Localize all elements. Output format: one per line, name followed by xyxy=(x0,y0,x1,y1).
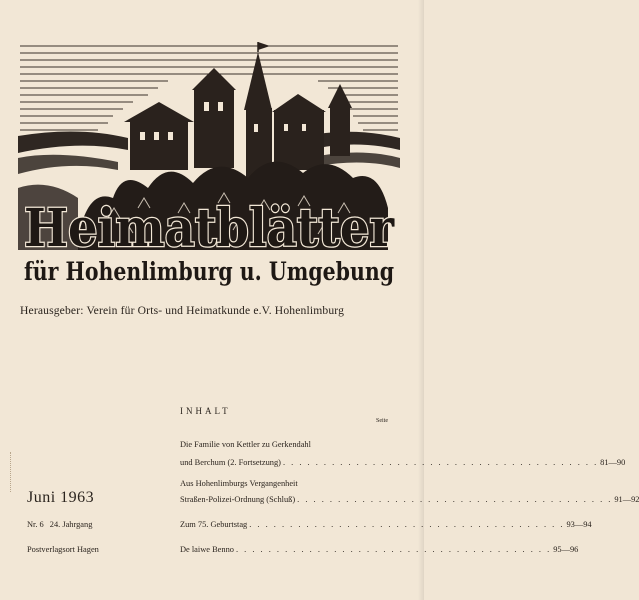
toc-page-label: Seite xyxy=(376,418,388,424)
issue-number-line xyxy=(27,520,92,529)
toc-entry-text: Aus Hohenlimburgs Vergangenheit xyxy=(180,479,298,488)
toc-entry-pages: 91—92 xyxy=(614,495,639,504)
toc-entry-pages: 95—96 xyxy=(553,545,579,554)
toc-entry-text: De laiwe Benno xyxy=(180,545,234,554)
toc-entry-pages: 81—90 xyxy=(600,458,626,467)
paper-fold-mark xyxy=(10,452,14,492)
toc-entry-text: Die Familie von Kettler zu Gerkendahl xyxy=(180,440,311,449)
toc-entry-3 xyxy=(180,520,592,529)
toc-heading: INHALT xyxy=(180,406,231,416)
toc-entry-2-line2 xyxy=(180,495,639,504)
toc-entry-1-line1 xyxy=(180,440,394,449)
postal-location: Postverlagsort Hagen xyxy=(27,545,99,554)
masthead-subtitle: für Hohenlimburg u. Umgebung xyxy=(24,257,394,286)
toc-entry-text: und Berchum (2. Fortsetzung) xyxy=(180,458,281,467)
castle-woodcut-masthead xyxy=(18,38,400,288)
toc-leader-dots xyxy=(281,458,600,467)
toc-entry-2-line1 xyxy=(180,479,394,488)
toc-leader-dots xyxy=(234,545,553,554)
toc-leader-dots xyxy=(247,520,566,529)
issue-volume: 24. Jahrgang xyxy=(49,520,93,529)
toc-entry-4 xyxy=(180,545,579,554)
toc-leader-dots xyxy=(295,495,614,504)
toc-entry-text: Zum 75. Geburtstag xyxy=(180,520,248,529)
toc-entry-text: Straßen-Polizei-Ordnung (Schluß) xyxy=(180,495,296,504)
toc-entry-pages: 93—94 xyxy=(566,520,592,529)
toc-entry-1-line2 xyxy=(180,458,626,467)
issue-date: Juni 1963 xyxy=(27,489,95,506)
issue-number: Nr. 6 xyxy=(27,520,44,529)
masthead-title: Heimatblätter xyxy=(24,198,395,259)
castle-silhouette xyxy=(124,42,352,178)
page-edge-shadow xyxy=(418,0,424,600)
publisher-line: Herausgeber: Verein für Orts- und Heimatkunde e.V. Hohenlimburg xyxy=(20,304,345,317)
